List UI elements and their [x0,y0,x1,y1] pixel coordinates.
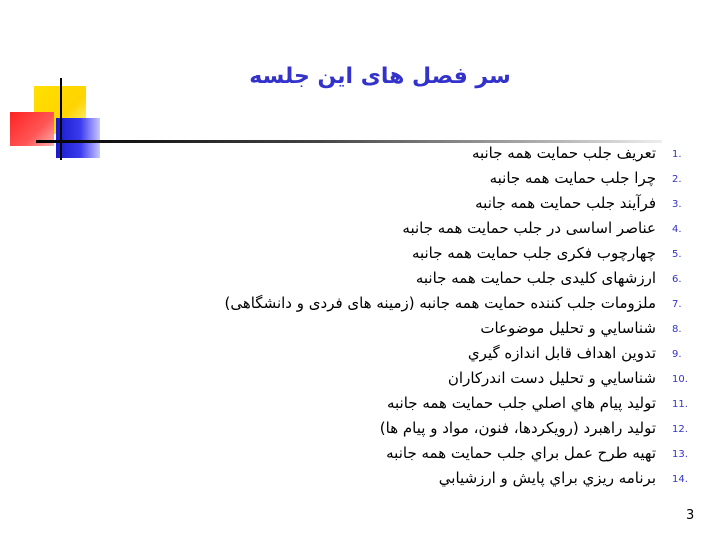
item-number: 5. [672,249,682,260]
item-text: ارزشهای کلیدی جلب حمایت همه جانبه [415,269,656,287]
item-number: 12. [672,424,688,435]
item-text: تعریف جلب حمایت همه جانبه [471,144,656,162]
item-text: عناصر اساسی در جلب حمایت همه جانبه [402,219,656,237]
item-number: 4. [672,224,682,235]
list-item [0,469,720,494]
list-item [0,219,720,244]
item-number: 13. [672,449,688,460]
item-text: شناسايي و تحليل دست اندركاران [447,369,656,387]
list-item [0,194,720,219]
list-item [0,419,720,444]
item-text: توليد راهبرد (رویکردها، فنون، مواد و پيام ها) [379,419,656,437]
list-item [0,319,720,344]
item-number: 11. [672,399,688,410]
list-item [0,369,720,394]
item-text: چهارچوب فکری جلب حمایت همه جانبه [411,244,656,262]
item-text: توليد پيام هاي اصلي جلب حمايت همه جانبه [386,394,656,412]
list-item [0,344,720,369]
item-number: 2. [672,174,682,185]
list-item [0,244,720,269]
item-number: 3. [672,199,682,210]
item-number: 7. [672,299,682,310]
item-text: شناسايي و تحليل موضوعات [480,319,656,337]
title-divider [36,140,662,143]
item-number: 14. [672,474,688,485]
list-item [0,169,720,194]
page-number: 3 [686,508,695,523]
item-text: فرآیند جلب حمایت همه جانبه [475,194,656,212]
slide-title: سر فصل های این جلسه [249,64,511,89]
list-item [0,269,720,294]
list-item [0,444,720,469]
item-text: ملزومات جلب کننده حمایت همه جانبه (زمینه های فردی و دانشگاهی) [224,294,656,312]
item-text: تدوين اهداف قابل اندازه گيري [467,344,656,362]
list-item [0,394,720,419]
list-item [0,294,720,319]
item-number: 9. [672,349,682,360]
item-text: تهيه طرح عمل براي جلب حمايت همه جانبه [386,444,656,462]
item-number: 6. [672,274,682,285]
item-text: چرا جلب حمایت همه جانبه [489,169,656,187]
item-text: برنامه ريزي براي پايش و ارزشيابي [438,469,656,487]
item-number: 10. [672,374,688,385]
list-item [0,144,720,169]
item-number: 8. [672,324,682,335]
item-number: 1. [672,149,682,160]
